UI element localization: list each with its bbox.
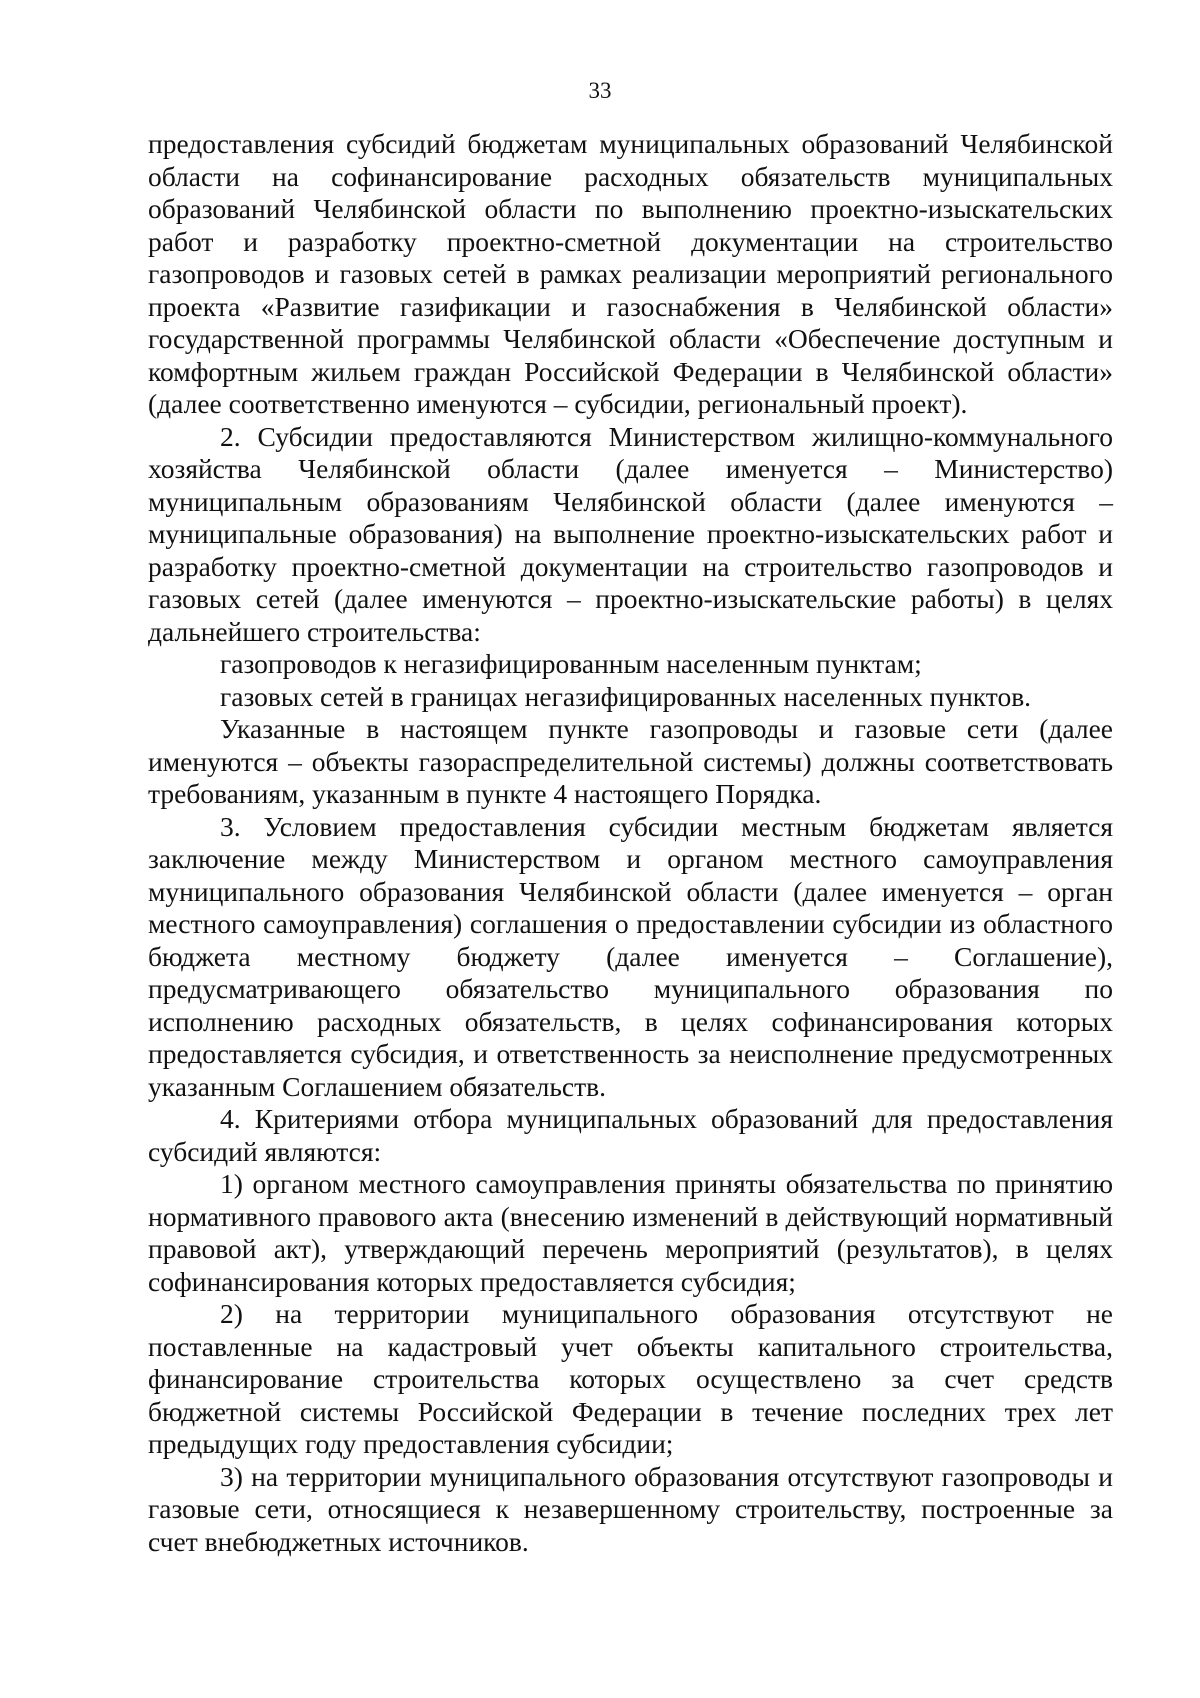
paragraph-clause-4-criterion-3: 3) на территории муниципального образования отсутствуют газопроводы и газовые сети, относящиеся к незавершенному строительству, построенные за счет внебюджетных источников. xyxy=(148,1460,1113,1557)
paragraph-clause-2-item-gas-pipelines: газопроводов к негазифицированным населенным пунктам; xyxy=(220,648,922,679)
paragraph-clause-3: 3. Условием предоставления субсидии местным бюджетам является заключение между Министерством и органом местного самоуправления муниципального образования Челябинской области (далее именуется – орган местного самоуправления) соглашения о предоставлении субсидии из областного бюджета местному бюджету (далее именуется – Соглашение), предусматривающего обязательство муниципального образования по исполнению расходных обязательств, в целях софинансирования которых предоставляется субсидия, и ответственность за неисполнение предусмотренных указанным Соглашением обязательств. xyxy=(148,810,1113,1102)
document-body xyxy=(148,128,1113,1558)
paragraph-clause-2-note: Указанные в настоящем пункте газопроводы и газовые сети (далее именуются – объекты газораспределительной системы) должны соответствовать требованиям, указанным в пункте 4 настоящего Порядка. xyxy=(148,713,1113,809)
paragraph-clause-4-criterion-2: 2) на территории муниципального образования отсутствуют не поставленные на кадастровый учет объекты капитального строительства, финансирование строительства которых осуществлено за счет средств бюджетной системы Российской Федерации в течение последних трех лет предыдущих году предоставления субсидии; xyxy=(148,1298,1113,1459)
paragraph-clause-4: 4. Критериями отбора муниципальных образований для предоставления субсидий являются: xyxy=(148,1103,1113,1167)
paragraph-clause-4-criterion-1: 1) органом местного самоуправления приняты обязательства по принятию нормативного правового акта (внесению изменений в действующий нормативный правовой акт), утверждающий перечень мероприятий (результатов), в целях софинансирования которых предоставляется субсидия; xyxy=(148,1168,1113,1297)
paragraph-intro: предоставления субсидий бюджетам муниципальных образований Челябинской области на софинансирование расходных обязательств муниципальных образований Челябинской области по выполнению проектно-изыскательских работ и разработку проектно-сметной документации на строительство газопроводов и газовых сетей в рамках реализации мероприятий регионального проекта «Развитие газификации и газоснабжения в Челябинской области» государственной программы Челябинской области «Обеспечение доступным и комфортным жильем граждан Российской Федерации в Челябинской области» (далее соответственно именуются – субсидии, региональный проект). xyxy=(148,128,1113,419)
page-number: 33 xyxy=(588,78,612,103)
paragraph-clause-2: 2. Субсидии предоставляются Министерством жилищно-коммунального хозяйства Челябинской области (далее именуется – Министерство) муниципальным образованиям Челябинской области (далее именуются – муниципальные образования) на выполнение проектно-изыскательских работ и разработку проектно-сметной документации на строительство газопроводов и газовых сетей (далее именуются – проектно-изыскательские работы) в целях дальнейшего строительства: xyxy=(148,420,1113,647)
paragraph-clause-2-item-gas-networks: газовых сетей в границах негазифицированных населенных пунктов. xyxy=(220,680,1032,712)
